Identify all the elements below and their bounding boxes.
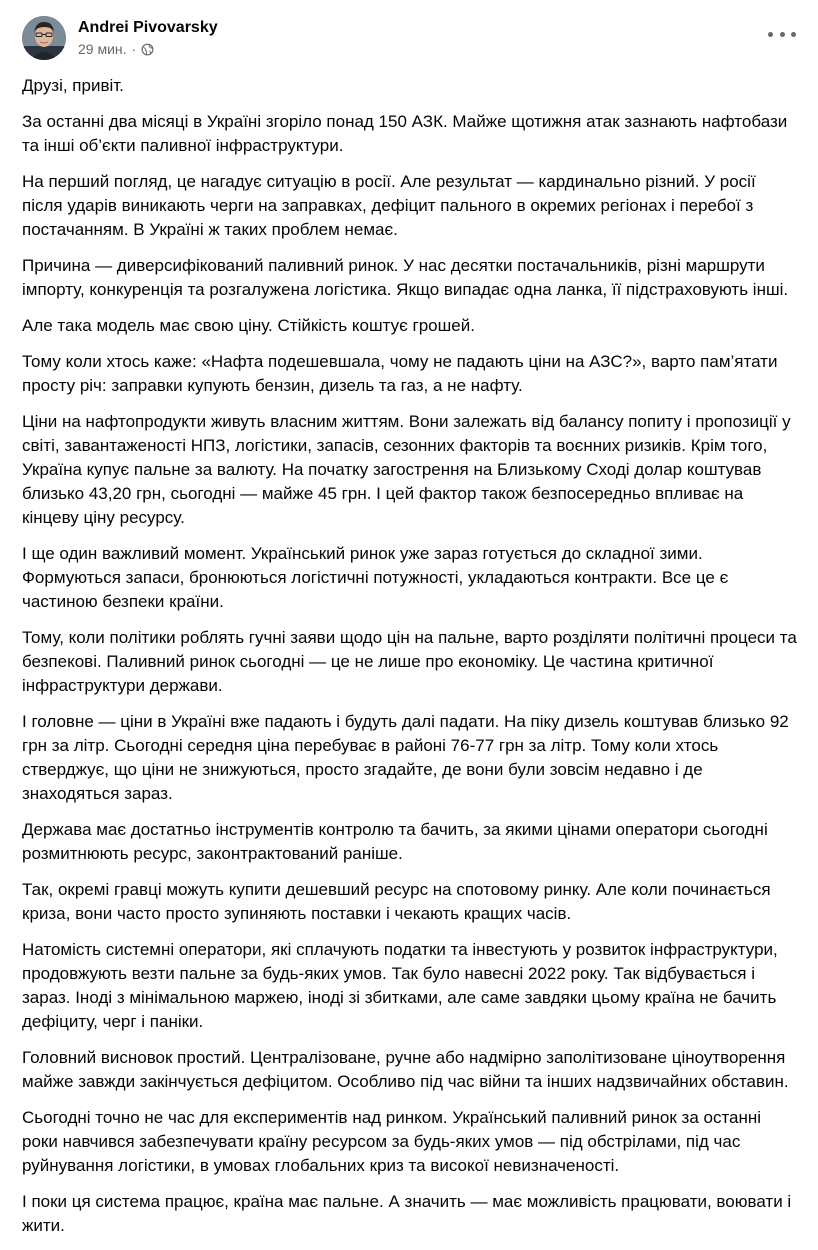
more-dot [768,32,773,37]
paragraph: Сьогодні точно не час для експериментів над ринком. Український паливний ринок за останні роки навчився забезпечувати країну ресурсом за будь-яких умов — під обстрілами, під час руйнування логістики, в умовах глобальних криз та високої невизначеності. [22,1108,762,1175]
more-dot [780,32,785,37]
paragraph: Але така модель має свою ціну. Стійкість коштує грошей. [22,316,475,335]
paragraph: Головний висновок простий. Централізоване, ручне або надмірно заполітизоване ціноутворення майже завжди закінчується дефіцитом. Особливо під час війни та інших надзвичайних обставин. [22,1048,789,1091]
paragraph: І поки ця система працює, країна має пальне. А значить — має можливість працювати, воювати і жити. [22,1192,792,1235]
globe-icon[interactable] [141,43,154,56]
paragraph: На перший погляд, це нагадує ситуацію в росії. Але результат — кардинально різний. У росії після ударів виникають черги на заправках, дефіцит пального в окремих регіонах і перебої з постачанням. В Україні ж таких проблем немає. [22,172,756,239]
author-name[interactable]: Andrei Pivovarsky [78,19,218,36]
paragraph: За останні два місяці в Україні згоріло понад 150 АЗК. Майже щотижня атак зазнають нафтобази та інші об’єкти паливної інфраструктури. [22,112,788,155]
post-header [22,16,796,64]
paragraph: І головне — ціни в Україні вже падають і будуть далі падати. На піку дизель коштував близько 92 грн за літр. Сьогодні середня ціна перебуває в районі 76-77 грн за літр. Тому коли хтось стверджує, що ціни не знижуються, просто згадайте, де вони були зовсім недавно і де знаходяться зараз. [22,712,789,803]
avatar-image [22,16,66,60]
paragraph: Причина — диверсифікований паливний ринок. У нас десятки постачальників, різні маршрути імпорту, конкуренція та розгалужена логістика. Якщо випадає одна ланка, її підстраховують інші. [22,256,789,299]
more-dot [791,32,796,37]
meta-separator: · [131,41,137,57]
post-body [22,74,800,1250]
author-block [78,18,218,59]
paragraph: І ще один важливий момент. Український ринок уже зараз готується до складної зими. Формуються запаси, бронюються логістичні потужності, укладаються контракти. Все це є частиною безпеки країни. [22,544,729,611]
paragraph: Натомість системні оператори, які сплачують податки та інвестують у розвиток інфраструктури, продовжують везти пальне за будь-яких умов. Так було навесні 2022 року. Так відбувається і зараз. Іноді з мінімальною маржею, іноді зі збитками, але саме завдяки цьому країна не бачить дефіциту, черг і паніки. [22,940,778,1031]
paragraph: Держава має достатньо інструментів контролю та бачить, за якими цінами оператори сьогодні розмитнюють ресурс, законтрактований раніше. [22,820,768,863]
paragraph: Тому, коли політики роблять гучні заяви щодо цін на пальне, варто розділяти політичні процеси та безпекові. Паливний ринок сьогодні — це не лише про економіку. Це частина критичної інфраструктури держави. [22,628,797,695]
paragraph: Так, окремі гравці можуть купити дешевший ресурс на спотовому ринку. Але коли починається криза, вони часто просто зупиняють поставки і чекають кращих часів. [22,880,771,923]
more-options-icon[interactable] [768,24,796,44]
paragraph: Тому коли хтось каже: «Нафта подешевшала, чому не падають ціни на АЗС?», варто пам’ятати просту річ: заправки купують бензин, дизель та газ, а не нафту. [22,352,778,395]
post-time[interactable]: 29 мин. [78,41,127,57]
paragraph: Ціни на нафтопродукти живуть власним життям. Вони залежать від балансу попиту і пропозиції у світі, завантаженості НПЗ, логістики, запасів, сезонних факторів та воєнних ризиків. Крім того, Україна купує пальне за валюту. На початку загострення на Близькому Сході долар коштував близько 43,20 грн, сьогодні — майже 45 грн. І цей фактор також безпосередньо впливає на кінцеву ціну ресурсу. [22,412,791,527]
paragraph: Друзі, привіт. [22,76,124,95]
post-meta [78,39,218,59]
author-avatar[interactable] [22,16,66,60]
